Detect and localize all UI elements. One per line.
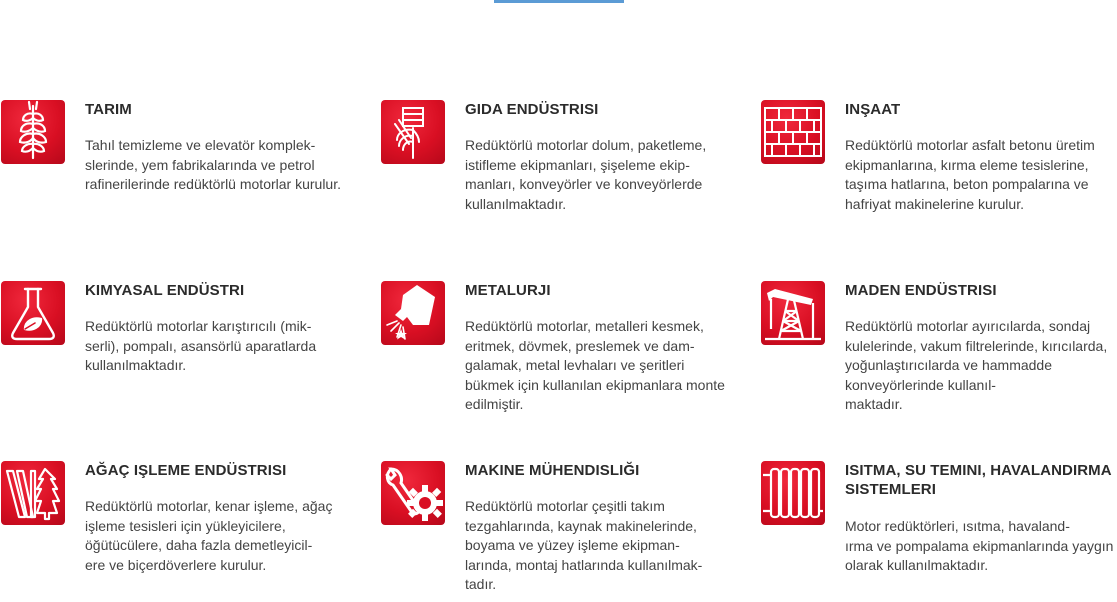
sector-title: TARIM: [85, 101, 132, 118]
brick-wall-icon: [761, 100, 825, 164]
sector-description: Redüktörlü motorlar, metalleri kesmek, eritmek, dövmek, preslemek ve dam- galamak, metal levhaları ve şeritleri bükmek için kullanılan ekipmanlara monte edilmiştir.: [465, 318, 725, 412]
oil-pump-icon: [761, 281, 825, 345]
sector-description: Redüktörlü motorlar, kenar işleme, ağaç işleme tesisleri için yükleyicilere, öğütücülere, daha fazla demetleyicil- ere ve biçerdöverlere kurulur.: [85, 498, 333, 573]
sector-card-tarim: [1, 100, 356, 230]
sector-card-isitma: [761, 461, 1116, 596]
sector-title: GIDA ENDÜSTRISI: [465, 101, 599, 118]
sector-description: Motor redüktörleri, ısıtma, havaland- ırma ve pompalama ekipmanlarında yaygın olarak kullanılmaktadır.: [845, 518, 1114, 573]
sector-card-kimyasal: [1, 281, 356, 411]
grain-factory-icon: [381, 100, 445, 164]
sector-description: Redüktörlü motorlar çeşitli takım tezgahlarında, kaynak makinelerinde, boyama ve yüzey işleme ekipman- larında, montaj hatlarında kullanılmak- tadır.: [465, 498, 703, 592]
sector-card-makine: [381, 461, 736, 596]
sector-title: METALURJI: [465, 282, 551, 299]
sector-card-agac: [1, 461, 356, 591]
sector-description: Tahıl temizleme ve elevatör komplek- slerinde, yem fabrikalarında ve petrol rafinerilerinde redüktörlü motorlar kurulur.: [85, 137, 341, 192]
sector-title: MAKINE MÜHENDISLIĞI: [465, 462, 640, 479]
sector-card-maden: [761, 281, 1116, 416]
sector-card-insaat: [761, 100, 1116, 235]
sector-description: Redüktörlü motorlar karıştırıcılı (mik- serli), pompalı, asansörlü aparatlarda kullanılmaktadır.: [85, 318, 317, 373]
sector-description: Redüktörlü motorlar dolum, paketleme, istifleme ekipmanları, şişeleme ekip- manları, konveyörler ve konveyörlerde kullanılmaktadır.: [465, 137, 707, 212]
sector-card-metalurji: [381, 281, 736, 416]
sector-title: INŞAAT: [845, 101, 901, 118]
wood-planks-icon: [1, 461, 65, 525]
sector-description: Redüktörlü motorlar asfalt betonu üretim ekipmanlarına, kırma eleme tesislerine, taşıma hatlarına, beton pompalarına ve hafriyat makinelerine kurulur.: [845, 137, 1095, 212]
sector-title: MADEN ENDÜSTRISI: [845, 282, 997, 299]
metal-cutting-icon: [381, 281, 445, 345]
flask-icon: [1, 281, 65, 345]
radiator-icon: [761, 461, 825, 525]
sector-card-gida: [381, 100, 736, 230]
top-accent-bar: [494, 0, 624, 3]
sector-title: KIMYASAL ENDÜSTRI: [85, 282, 245, 299]
sector-title: AĞAÇ IŞLEME ENDÜSTRISI: [85, 462, 287, 479]
sector-description: Redüktörlü motorlar ayırıcılarda, sondaj kulelerinde, vakum filtrelerinde, kırıcılarda, yoğunlaştırıcılarda ve hammadde konveyörlerinde kullanıl- maktadır.: [845, 318, 1108, 412]
wheat-icon: [1, 100, 65, 164]
sector-title: ISITMA, SU TEMINI, HAVALANDIRMA SISTEMLERI: [845, 462, 1112, 498]
wrench-gear-icon: [381, 461, 445, 525]
